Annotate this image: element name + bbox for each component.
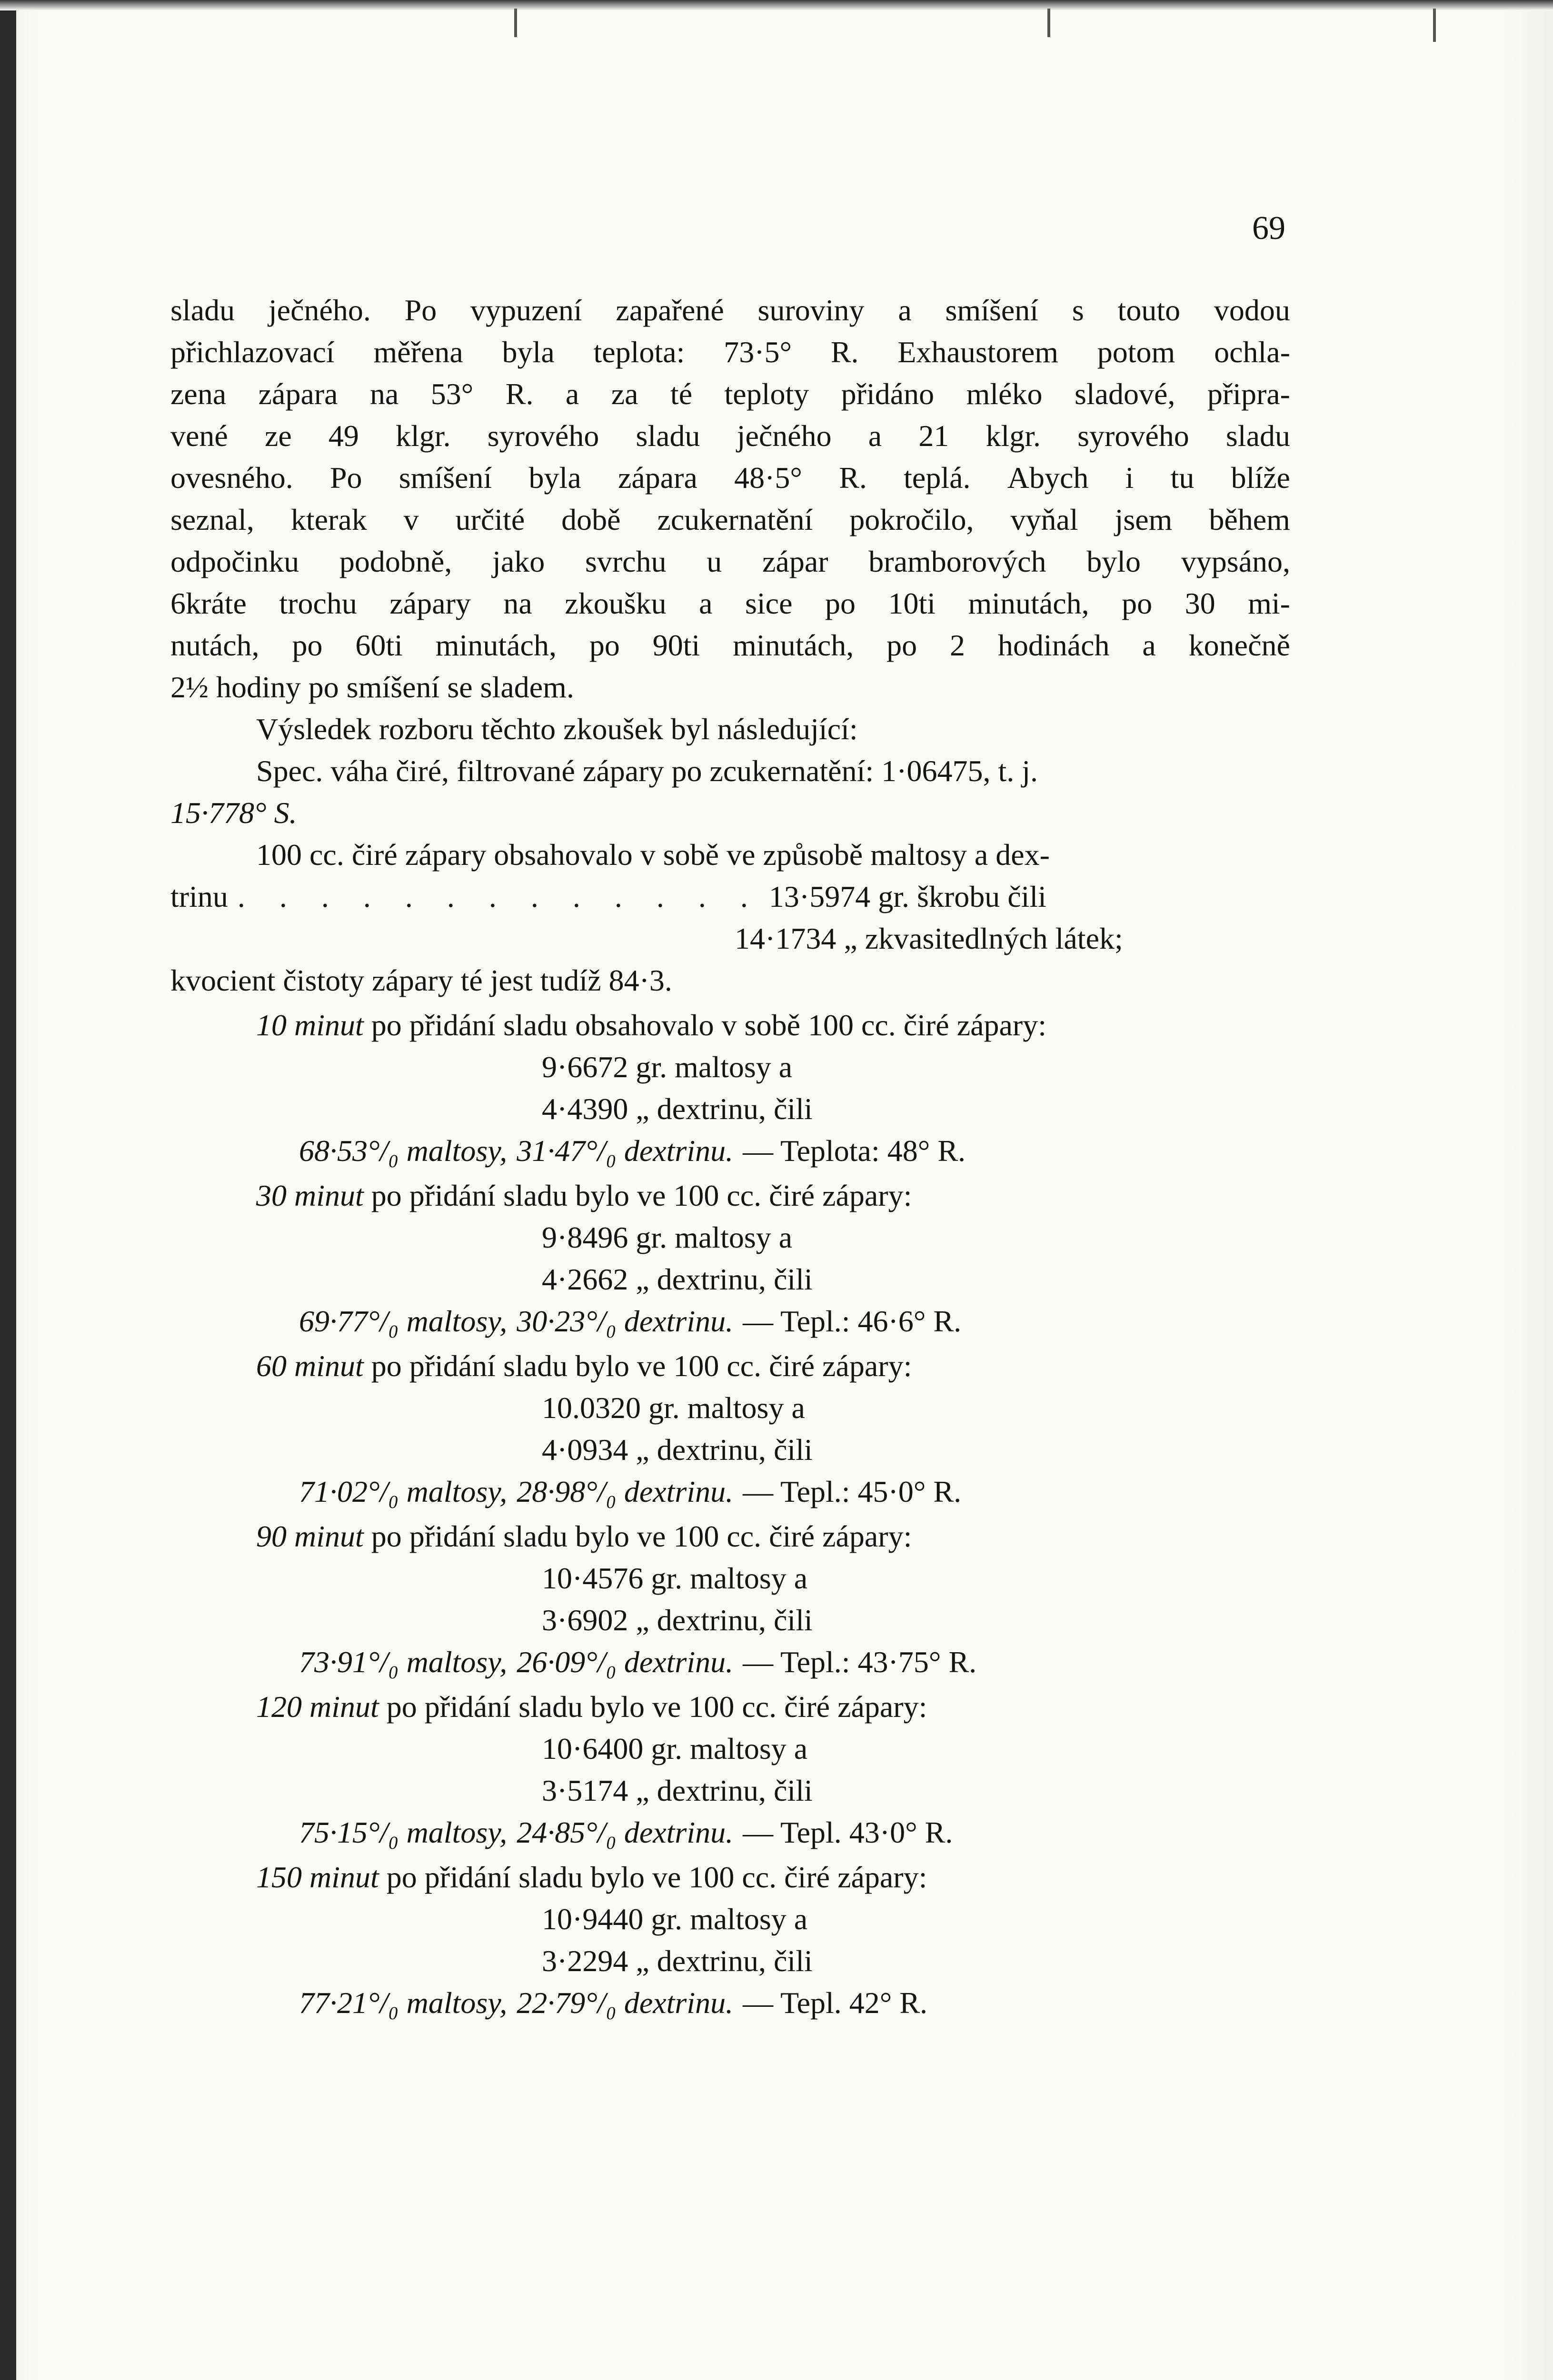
sample-heading-text: po přidání sladu bylo ve 100 cc. čiré zápary: [371,1519,912,1553]
word: blíže [1231,461,1290,495]
percent-line [170,1812,1290,1854]
word: ochla- [1214,335,1290,369]
word: sladu [170,293,235,327]
word: byla [502,335,555,369]
word: jsem [1115,503,1173,536]
word: mi- [1248,586,1290,620]
word: a [565,377,579,411]
word: minutách, [733,628,854,662]
word: touto [1117,293,1181,327]
word: po [292,628,323,662]
word: a [898,293,912,327]
dextrin-percent: 24·85°/₀ dextrinu. [517,1815,734,1849]
word: a [699,586,713,620]
word: vené [170,419,228,453]
word: na [369,377,399,411]
percent-line [170,1471,1290,1513]
page-number: 69 [1252,210,1285,247]
content-line: 100 cc. čiré zápary obsahovalo v sobě ve způsobě maltosy a dex- [256,838,1050,872]
text-line [170,289,1290,331]
percent-line [170,1300,1290,1342]
temperature: — Tepl.: 45·0° R. [743,1475,962,1508]
word: syrového [1077,419,1189,453]
word: ze [264,419,292,453]
temperature: — Teplota: 48° R. [743,1134,966,1168]
word: přidáno [841,377,935,411]
sample-time: 30 minut [256,1179,364,1212]
word: 10ti [888,586,936,620]
sample-heading [170,1686,1290,1728]
content-line-3: 14·1734 „ zkvasitedlných látek; [735,922,1123,955]
word: 21 [918,419,949,453]
maltose-percent: 68·53°/₀ maltosy, [299,1134,508,1168]
text-line [170,457,1290,499]
word: připra- [1207,377,1290,411]
sample-list [170,1004,1290,2024]
temperature: — Tepl.: 46·6° R. [743,1304,962,1338]
word: vypuzení [470,293,582,327]
sample-block-6 [170,1856,1290,2024]
dextrin-percent: 26·09°/₀ dextrinu. [517,1645,734,1679]
word: byla [528,461,581,495]
maltose-line: 9·6672 gr. maltosy a [542,1050,793,1084]
paragraph-1 [170,289,1290,708]
word: 49 [328,419,359,453]
maltose-line: 10·4576 gr. maltosy a [542,1561,808,1595]
word: 48·5° [734,461,802,495]
scan-edge-top [0,0,1553,10]
word: určité [455,503,525,536]
word: 6kráte [170,586,247,620]
spec-value: 15·778° S. [170,796,297,830]
sample-time: 90 minut [256,1519,364,1553]
word: nutách, [170,628,259,662]
text-line [170,583,1290,625]
word: zápara [617,461,697,495]
word: minutách, [968,586,1089,620]
maltose-percent: 75·15°/₀ maltosy, [299,1815,508,1849]
word: zápary [389,586,471,620]
text-line [170,373,1290,415]
text-line: 2½ hodiny po smíšení se sladem. [170,670,574,704]
content-label: trinu [170,880,228,913]
word: 2 [950,628,966,662]
sample-heading-text: po přidání sladu obsahovalo v sobě 100 cc. čiré zápary: [371,1008,1046,1042]
word: potom [1097,335,1175,369]
word: Po [404,293,437,327]
word: na [503,586,532,620]
word: teploty [724,377,809,411]
word: a [1142,628,1156,662]
word: u [707,545,722,578]
sample-heading-text: po přidání sladu bylo ve 100 cc. čiré zápary: [371,1179,912,1212]
sample-block-3 [170,1345,1290,1513]
word: sice [745,586,793,620]
sample-heading [170,1004,1290,1046]
word: zápar [762,545,828,578]
sample-time: 10 minut [256,1008,364,1042]
word: zápara [258,377,338,411]
word: v [403,503,419,536]
word: hodinách [997,628,1110,662]
scan-mark [1047,9,1050,37]
content-line-2 [170,876,1290,918]
text-line [170,499,1290,541]
dextrin-percent: 22·79°/₀ dextrinu. [517,1986,734,2020]
word: konečně [1188,628,1290,662]
word: smíšení [945,293,1039,327]
temperature: — Tepl.: 43·75° R. [743,1645,977,1679]
word: jako [492,545,545,578]
word: vyňal [1010,503,1078,536]
word: kterak [290,503,367,536]
sample-heading [170,1175,1290,1217]
scan-mark [1433,9,1436,42]
dextrin-line: 3·5174 „ dextrinu, čili [542,1774,813,1807]
word: bramborových [868,545,1046,578]
word: 90ti [652,628,700,662]
word: smíšení [398,461,492,495]
scan-edge-left [0,0,16,2380]
word: té [670,377,693,411]
percent-line [170,1641,1290,1683]
word: po [825,586,856,620]
page-body [170,289,1290,2024]
word: zkoušku [565,586,667,620]
word: klgr. [396,419,451,453]
word: R. [505,377,534,411]
spec-line-2 [170,792,1290,834]
word: minutách, [435,628,557,662]
word: 60ti [355,628,403,662]
sample-block-5 [170,1686,1290,1854]
word: trochu [279,586,357,620]
word: zena [170,377,227,411]
word: i [1125,461,1134,495]
word: pokročilo, [849,503,974,536]
sample-block-2 [170,1175,1290,1342]
result-intro: Výsledek rozboru těchto zkoušek byl následující: [256,712,858,746]
text-line [170,541,1290,583]
word: teplá. [904,461,971,495]
dextrin-percent: 30·23°/₀ dextrinu. [517,1304,734,1338]
word: po [1122,586,1153,620]
dextrin-line: 4·4390 „ dextrinu, čili [542,1092,813,1126]
word: vodou [1214,293,1290,327]
text-line [170,331,1290,373]
word: podobně, [339,545,452,578]
word: ovesného. [170,461,293,495]
percent-line [170,1130,1290,1172]
word: s [1072,293,1084,327]
maltose-line: 10·9440 gr. maltosy a [542,1902,808,1936]
spec-line: Spec. váha čiré, filtrované zápary po zcukernatění: 1·06475, t. j. [256,754,1038,788]
dextrin-percent: 28·98°/₀ dextrinu. [517,1475,734,1508]
maltose-percent: 73·91°/₀ maltosy, [299,1645,508,1679]
word: syrového [487,419,599,453]
sample-heading-text: po přidání sladu bylo ve 100 cc. čiré zápary: [386,1690,927,1724]
word: zapařené [616,293,724,327]
sample-heading [170,1856,1290,1898]
dextrin-line: 3·6902 „ dextrinu, čili [542,1603,813,1637]
word: 53° [430,377,474,411]
scan-mark [514,9,517,37]
maltose-percent: 71·02°/₀ maltosy, [299,1475,508,1508]
maltose-line: 9·8496 gr. maltosy a [542,1220,793,1254]
word: ječného [737,419,832,453]
word: době [561,503,621,536]
word: suroviny [757,293,865,327]
word: svrchu [585,545,667,578]
dextrin-line: 3·2294 „ dextrinu, čili [542,1944,813,1978]
word: Exhaustorem [897,335,1058,369]
maltose-line: 10.0320 gr. maltosy a [542,1391,805,1425]
word: mléko [966,377,1043,411]
maltose-percent: 77·21°/₀ maltosy, [299,1986,508,2020]
temperature: — Tepl. 42° R. [743,1986,928,2020]
word: R. [830,335,859,369]
sample-heading-text: po přidání sladu bylo ve 100 cc. čiré zápary: [386,1860,927,1894]
word: po [589,628,620,662]
word: a [868,419,882,453]
word: sladu [636,419,700,453]
word: vypsáno, [1181,545,1290,578]
word: sladové, [1074,377,1175,411]
sample-block-4 [170,1516,1290,1683]
word: zcukernatění [657,503,813,536]
word: měřena [373,335,463,369]
maltose-line: 10·6400 gr. maltosy a [542,1732,808,1765]
word: bylo [1086,545,1141,578]
word: tu [1170,461,1195,495]
word: R. [839,461,867,495]
sample-time: 60 minut [256,1349,364,1383]
text-line [170,625,1290,666]
content-line-4: kvocient čistoty zápary té jest tudíž 84·3. [170,963,672,997]
text-line [170,415,1290,457]
word: během [1209,503,1290,536]
leader-dots: . . . . . . . . . . . . . [237,880,761,913]
word: za [611,377,638,411]
dextrin-line: 4·0934 „ dextrinu, čili [542,1433,813,1467]
word: seznal, [170,503,254,536]
temperature: — Tepl. 43·0° R. [743,1815,953,1849]
content-value: 13·5974 gr. škrobu čili [768,880,1046,913]
word: sladu [1225,419,1290,453]
maltose-percent: 69·77°/₀ maltosy, [299,1304,508,1338]
dextrin-line: 4·2662 „ dextrinu, čili [542,1262,813,1296]
percent-line [170,1982,1290,2024]
sample-time: 150 minut [256,1860,379,1894]
sample-heading-text: po přidání sladu bylo ve 100 cc. čiré zápary: [371,1349,912,1383]
sample-heading [170,1345,1290,1387]
word: odpočinku [170,545,299,578]
sample-heading [170,1516,1290,1557]
dextrin-percent: 31·47°/₀ dextrinu. [517,1134,734,1168]
word: teplota: [593,335,685,369]
word: 30 [1185,586,1215,620]
word: Abych [1007,461,1089,495]
word: ječného. [268,293,371,327]
word: po [886,628,917,662]
word: přichlazovací [170,335,335,369]
word: Po [329,461,362,495]
sample-time: 120 minut [256,1690,379,1724]
word: 73·5° [724,335,792,369]
word: klgr. [986,419,1041,453]
sample-block-1 [170,1004,1290,1172]
